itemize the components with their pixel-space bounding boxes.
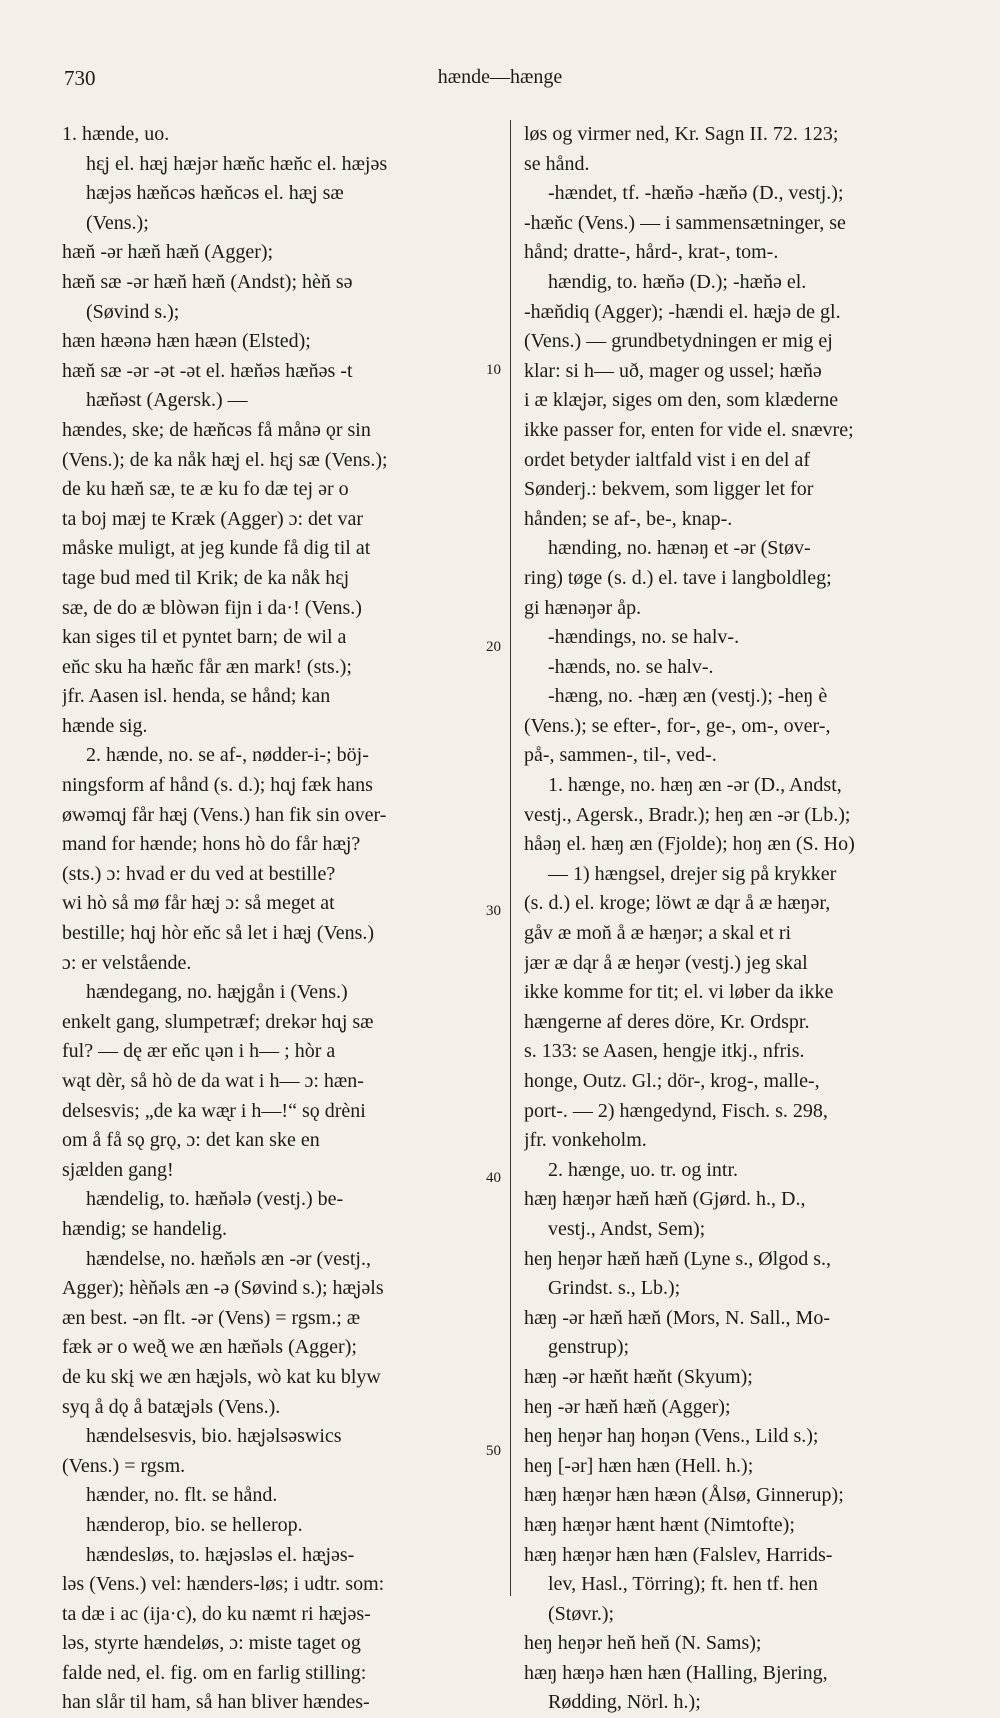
text-line: hæjəs hæn̆cəs hæn̆cəs el. hæ̨j sæ [86,182,344,205]
text-line: vestj., Andst, Sem); [548,1217,706,1240]
right-column [524,120,960,1718]
text-line: -hæn̆diq (Agger); -hændi el. hæ̨jə de gl. [524,300,841,323]
text-line: løs og virmer ned, Kr. Sagn II. 72. 123; [524,123,839,145]
text-line: om å få sǫ grǫ, ɔ: det kan ske en [62,1129,320,1152]
text-line: hænde sig. [62,714,148,737]
text-line: heŋ heŋər hen̆ hen̆ (N. Sams); [524,1632,762,1655]
text-line: port-. — 2) hængedynd, Fisch. s. 298, [524,1099,828,1122]
text-line: wi hò så mø får hæ̨j ɔ: så meget at [62,892,335,915]
text-line: ɔ: er velstående. [62,951,192,974]
text-line: Agger); hèn̆əls æn -ə (Søvind s.); hæ̨jəls [62,1277,384,1300]
text-line: (Vens.) = rgsm. [62,1454,186,1477]
text-line: -hænds, no. se halv-. [548,655,714,678]
text-line: bestille; hɑ̨j hòr en̆c så let i hæ̨j (Vens.) [62,922,375,945]
text-line: Rødding, Nörl. h.); [548,1691,701,1714]
text-line: (Vens.); [86,211,149,234]
line-number-20: 20 [486,639,501,655]
text-line: (Vens.) — grundbetydningen er mig ej [524,330,833,353]
text-line: ləs, styrte hændeløs, ɔ: miste taget og [62,1632,361,1655]
text-line: — 1) hængsel, drejer sig på krykker [548,862,837,885]
text-line: enkelt gang, slumpetræf; drekər hɑ̨j sæ [62,1010,374,1033]
text-line: hæŋ -ər hæn̆ hæn̆ (Mors, N. Sall., Mo- [524,1306,830,1329]
text-line: gåv æ mon̆ å æ hæŋər; a skal et ri [524,922,792,945]
text-line: hæŋ hæŋər hæn hæən (Ålsø, Ginnerup); [524,1484,844,1507]
text-line: heŋ heŋər haŋ hoŋən (Vens., Lild s.); [524,1425,819,1448]
text-line: syq å dǫ å batæ̨jəls (Vens.). [62,1395,281,1418]
text-line: (Søvind s.); [86,300,180,323]
text-line: (Vens.); de ka nåk hæ̨j el. hɛ̨j sæ (Vens.); [62,448,388,471]
text-line: sæ, de do æ blòwən fijn i da·! (Vens.) [62,596,362,619]
text-line: delsesvis; „de ka wæ̨r i h—!“ sǫ drèni [62,1099,366,1122]
text-line: s. 133: se Aasen, hengje itkj., nfris. [524,1040,805,1063]
text-line: hændelig, to. hæn̆ələ (vestj.) be- [86,1188,344,1211]
text-line: 1. hænge, no. hæŋ æn -ər (D., Andst, [548,774,842,797]
text-line: ta dæ i ac (ija·c), do ku næmt ri hæ̨jəs- [62,1602,371,1625]
text-line: de ku skį we æn hæ̨jəls, wò kat ku blyw [62,1365,381,1388]
text-line: se hånd. [524,152,590,175]
left-column [62,120,500,1718]
text-line: æn best. -ən flt. -ər (Vens) = rgsm.; æ [62,1306,361,1329]
text-line: måske muligt, at jeg kunde få dig til at [62,537,371,560]
text-line: jær æ dąr å æ heŋər (vestj.) jeg skal [524,951,808,974]
text-line: tage bud med til Krik; de ka nåk hɛ̨j [62,566,350,589]
text-line: hɛ̨j el. hæ̨j hæjər hæn̆c hæn̆c el. hæjəs [86,152,388,175]
text-line: Grindst. s., Lb.); [548,1277,681,1300]
text-line: hånden; se af-, be-, knap-. [524,507,733,530]
text-line: 1. hænde, uo. [62,123,170,145]
text-line: heŋ -ər hæn̆ hæn̆ (Agger); [524,1395,731,1418]
text-line: hæŋ hæŋə hæn hæn (Halling, Bjering, [524,1661,828,1684]
text-line: hæn̆ -ər hæn̆ hæn̆ (Agger); [62,241,274,264]
running-head: hænde—hænge [437,66,563,88]
text-line: honge, Outz. Gl.; dör-, krog-, malle-, [524,1070,820,1092]
page-number: 730 [64,66,96,90]
text-line: falde ned, el. fig. om en farlig stilling: [62,1661,367,1684]
text-line: genstrup); [548,1336,630,1359]
text-line: -hændet, tf. -hæn̆ə -hæn̆ə (D., vestj.); [548,182,844,205]
text-line: kan siges til et pyntet barn; de wil a [62,626,347,649]
text-line: 2. hænge, uo. tr. og intr. [548,1158,738,1181]
text-line: mand for hænde; hons hò do får hæ̨j? [62,833,361,856]
text-line: hænderop, bio. se hellerop. [86,1513,303,1536]
text-line: hæn hæənə hæn hæən (Elsted); [62,330,311,353]
line-number-10: 10 [486,362,501,378]
text-line: hændig, to. hæn̆ə (D.); -hæn̆ə el. [548,270,807,293]
text-line: 2. hænde, no. se af-, nødder-i-; böj- [86,744,369,767]
text-line: hæŋ hæŋər hæn hæn (Falslev, Harrids- [524,1543,833,1566]
text-line: -hæn̆c (Vens.) — i sammensætninger, se [524,211,846,234]
text-line: ful? — dę ær en̆c ųən i h— ; hòr a [62,1040,336,1063]
text-line: hænding, no. hænəŋ et -ər (Støv- [548,537,811,560]
text-line: sjælden gang! [62,1158,174,1181]
text-line: gi hænəŋər åp. [524,596,642,619]
text-line: hændes, ske; de hæn̆cəs få månə ǫr sin [62,418,371,441]
text-line: de ku hæn̆ sæ, te æ ku fo dæ tej ər o [62,478,349,501]
text-line: (s. d.) el. kroge; löwt æ dąr å æ hæŋər, [524,892,831,915]
text-line: Sønderj.: bekvem, som ligger let for [524,478,814,501]
text-line: hændig; se handelig. [62,1217,227,1240]
text-line: (sts.) ɔ: hvad er du ved at bestille? [62,862,336,885]
text-line: ring) tøge (s. d.) el. tave i langboldleg; [524,566,832,589]
text-line: ləs (Vens.) vel: hænders-løs; i udtr. som: [62,1573,385,1596]
text-line: (Støvr.); [548,1602,615,1625]
text-line: han slår til ham, så han bliver hændes- [62,1691,370,1714]
text-line: -hændings, no. se halv-. [548,626,740,649]
text-line: hæŋ hæŋər hæn̆ hæn̆ (Gjørd. h., D., [524,1188,806,1211]
text-line: hæn̆əst (Agersk.) — [86,389,248,412]
text-line: hændesløs, to. hæ̨jəsləs el. hæ̨jəs- [86,1543,355,1566]
text-line: ningsform af hånd (s. d.); hɑ̨j fæk hans [62,774,373,797]
text-line: jfr. Aasen isl. henda, se hånd; kan [62,685,331,708]
text-line: klar: si h— uð, mager og ussel; hæn̆ə [524,359,822,382]
text-line: wąt dèr, så hò de da wat i h— ɔ: hæn- [62,1070,364,1092]
text-line: -hæng, no. -hæŋ æn (vestj.); -heŋ è [548,685,828,708]
text-line: ta boj mæj te Kræk (Agger) ɔ: det var [62,507,364,530]
text-line: hæn̆ sæ -ər -ət -ət el. hæn̆əs hæn̆əs -t [62,359,353,382]
text-line: hånd; dratte-, hård-, krat-, tom-. [524,241,779,264]
text-line: fæk ər o weð̨ we æn hæn̆əls (Agger); [62,1336,357,1359]
text-line: hændelse, no. hæn̆əls æn -ər (vestj., [86,1247,371,1270]
text-line: hæn̆ sæ -ər hæn̆ hæn̆ (Andst); hèn̆ sə [62,270,353,293]
text-line: heŋ heŋər hæn̆ hæn̆ (Lyne s., Ølgod s., [524,1247,831,1270]
text-line: hændelsesvis, bio. hæ̨jəlsəswics [86,1425,342,1448]
text-line: hæŋ -ər hæn̆t hæn̆t (Skyum); [524,1365,753,1388]
text-line: på-, sammen-, til-, ved-. [524,744,717,767]
text-line: øwəmɑ̨j får hæ̨j (Vens.) han fik sin over- [62,803,387,826]
text-line: i æ klæ̨jər, siges om den, som klæderne [524,389,839,412]
line-number-30: 30 [486,903,501,919]
text-line: håəŋ el. hæŋ æn (Fjolde); hoŋ æn (S. Ho) [524,833,855,856]
text-line: hændegang, no. hæ̨jgån i (Vens.) [86,981,348,1004]
text-line: heŋ [-ər] hæn hæn (Hell. h.); [524,1454,754,1477]
text-line: hæŋ hæŋər hænt hænt (Nimtofte); [524,1513,795,1536]
line-number-50: 50 [486,1443,501,1459]
page-header [0,66,1000,96]
text-line: ordet betyder ialtfald vist i en del af [524,448,811,471]
text-line: ikke passer for, enten for vide el. snævre; [524,418,854,441]
text-line: jfr. vonkeholm. [524,1129,647,1152]
text-line: en̆c sku ha hæn̆c får æn mark! (sts.); [62,655,352,678]
text-line: hænder, no. flt. se hånd. [86,1484,278,1507]
text-line: vestj., Agersk., Bradr.); heŋ æn -ər (Lb.); [524,803,851,826]
text-line: ikke komme for tit; el. vi løber da ikke [524,981,834,1004]
column-divider [510,120,511,1596]
text-line: hængerne af deres döre, Kr. Ordspr. [524,1010,810,1033]
text-line: (Vens.); se efter-, for-, ge-, om-, over-, [524,714,831,737]
line-number-40: 40 [486,1170,501,1186]
text-line: lev, Hasl., Törring); ft. hen tf. hen [548,1573,818,1596]
